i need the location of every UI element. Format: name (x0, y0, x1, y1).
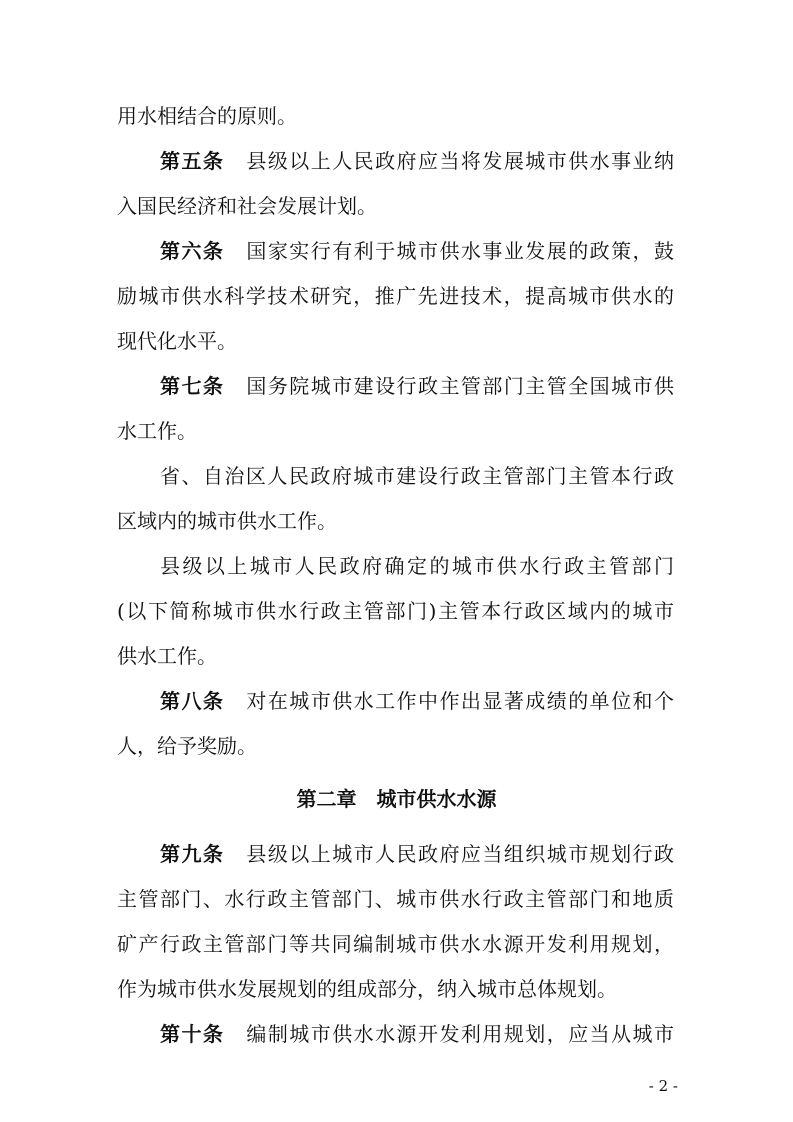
line-text: 省、自治区人民政府城市建设行政主管部门主管本行政 (160, 464, 674, 488)
article-8-label: 第八条 (160, 689, 225, 713)
line-text: 县级以上城市人民政府应当组织城市规划行政 (246, 842, 674, 866)
line-text: 供水工作。 (117, 644, 217, 668)
text-line (117, 327, 237, 355)
chapter-heading: 第二章 城市供水水源 (296, 787, 497, 811)
text-line (117, 192, 377, 220)
line-text: 对在城市供水工作中作出显著成绩的单位和个 (246, 689, 674, 713)
line-text: 人，给予奖励。 (117, 734, 257, 758)
text-line (117, 102, 297, 130)
page-number: - 2 - (648, 1077, 678, 1095)
text-line (117, 507, 337, 535)
article-10-line (160, 1020, 674, 1048)
line-text: 国家实行有利于城市供水事业发展的政策，鼓 (246, 239, 674, 263)
text-line (117, 975, 617, 1003)
article-7-label: 第七条 (160, 374, 225, 398)
line-text: (以下简称城市供水行政主管部门)主管本行政区域内的城市 (117, 599, 674, 623)
line-text: 县级以上人民政府应当将发展城市供水事业纳 (246, 149, 674, 173)
text-line (160, 552, 674, 580)
line-text: 国务院城市建设行政主管部门主管全国城市供 (246, 374, 674, 398)
article-8-line (160, 687, 674, 715)
article-5-label: 第五条 (160, 149, 225, 173)
line-text: 入国民经济和社会发展计划。 (117, 194, 377, 218)
line-text: 水工作。 (117, 419, 197, 443)
line-text: 主管部门、水行政主管部门、城市供水行政主管部门和地质 (117, 887, 674, 911)
text-line (117, 417, 197, 445)
article-9-line (160, 840, 674, 868)
article-5-line (160, 147, 674, 175)
line-text: 编制城市供水水源开发利用规划，应当从城市 (246, 1022, 674, 1046)
article-6-label: 第六条 (160, 239, 225, 263)
text-line (117, 597, 674, 625)
text-line (160, 462, 674, 490)
text-line (117, 930, 674, 958)
text-line (117, 885, 674, 913)
text-line (117, 282, 674, 310)
line-text: 作为城市供水发展规划的组成部分，纳入城市总体规划。 (117, 977, 617, 1001)
article-9-label: 第九条 (160, 842, 225, 866)
line-text: 县级以上城市人民政府确定的城市供水行政主管部门 (160, 554, 674, 578)
line-text: 励城市供水科学技术研究，推广先进技术，提高城市供水的 (117, 284, 674, 308)
article-6-line (160, 237, 674, 265)
line-text: 现代化水平。 (117, 329, 237, 353)
article-10-label: 第十条 (160, 1022, 225, 1046)
article-7-line (160, 372, 674, 400)
line-text: 区域内的城市供水工作。 (117, 509, 337, 533)
text-line (117, 642, 217, 670)
line-text: 矿产行政主管部门等共同编制城市供水水源开发利用规划， (117, 932, 674, 956)
text-line (117, 732, 257, 760)
line-text: 用水相结合的原则。 (117, 104, 297, 128)
